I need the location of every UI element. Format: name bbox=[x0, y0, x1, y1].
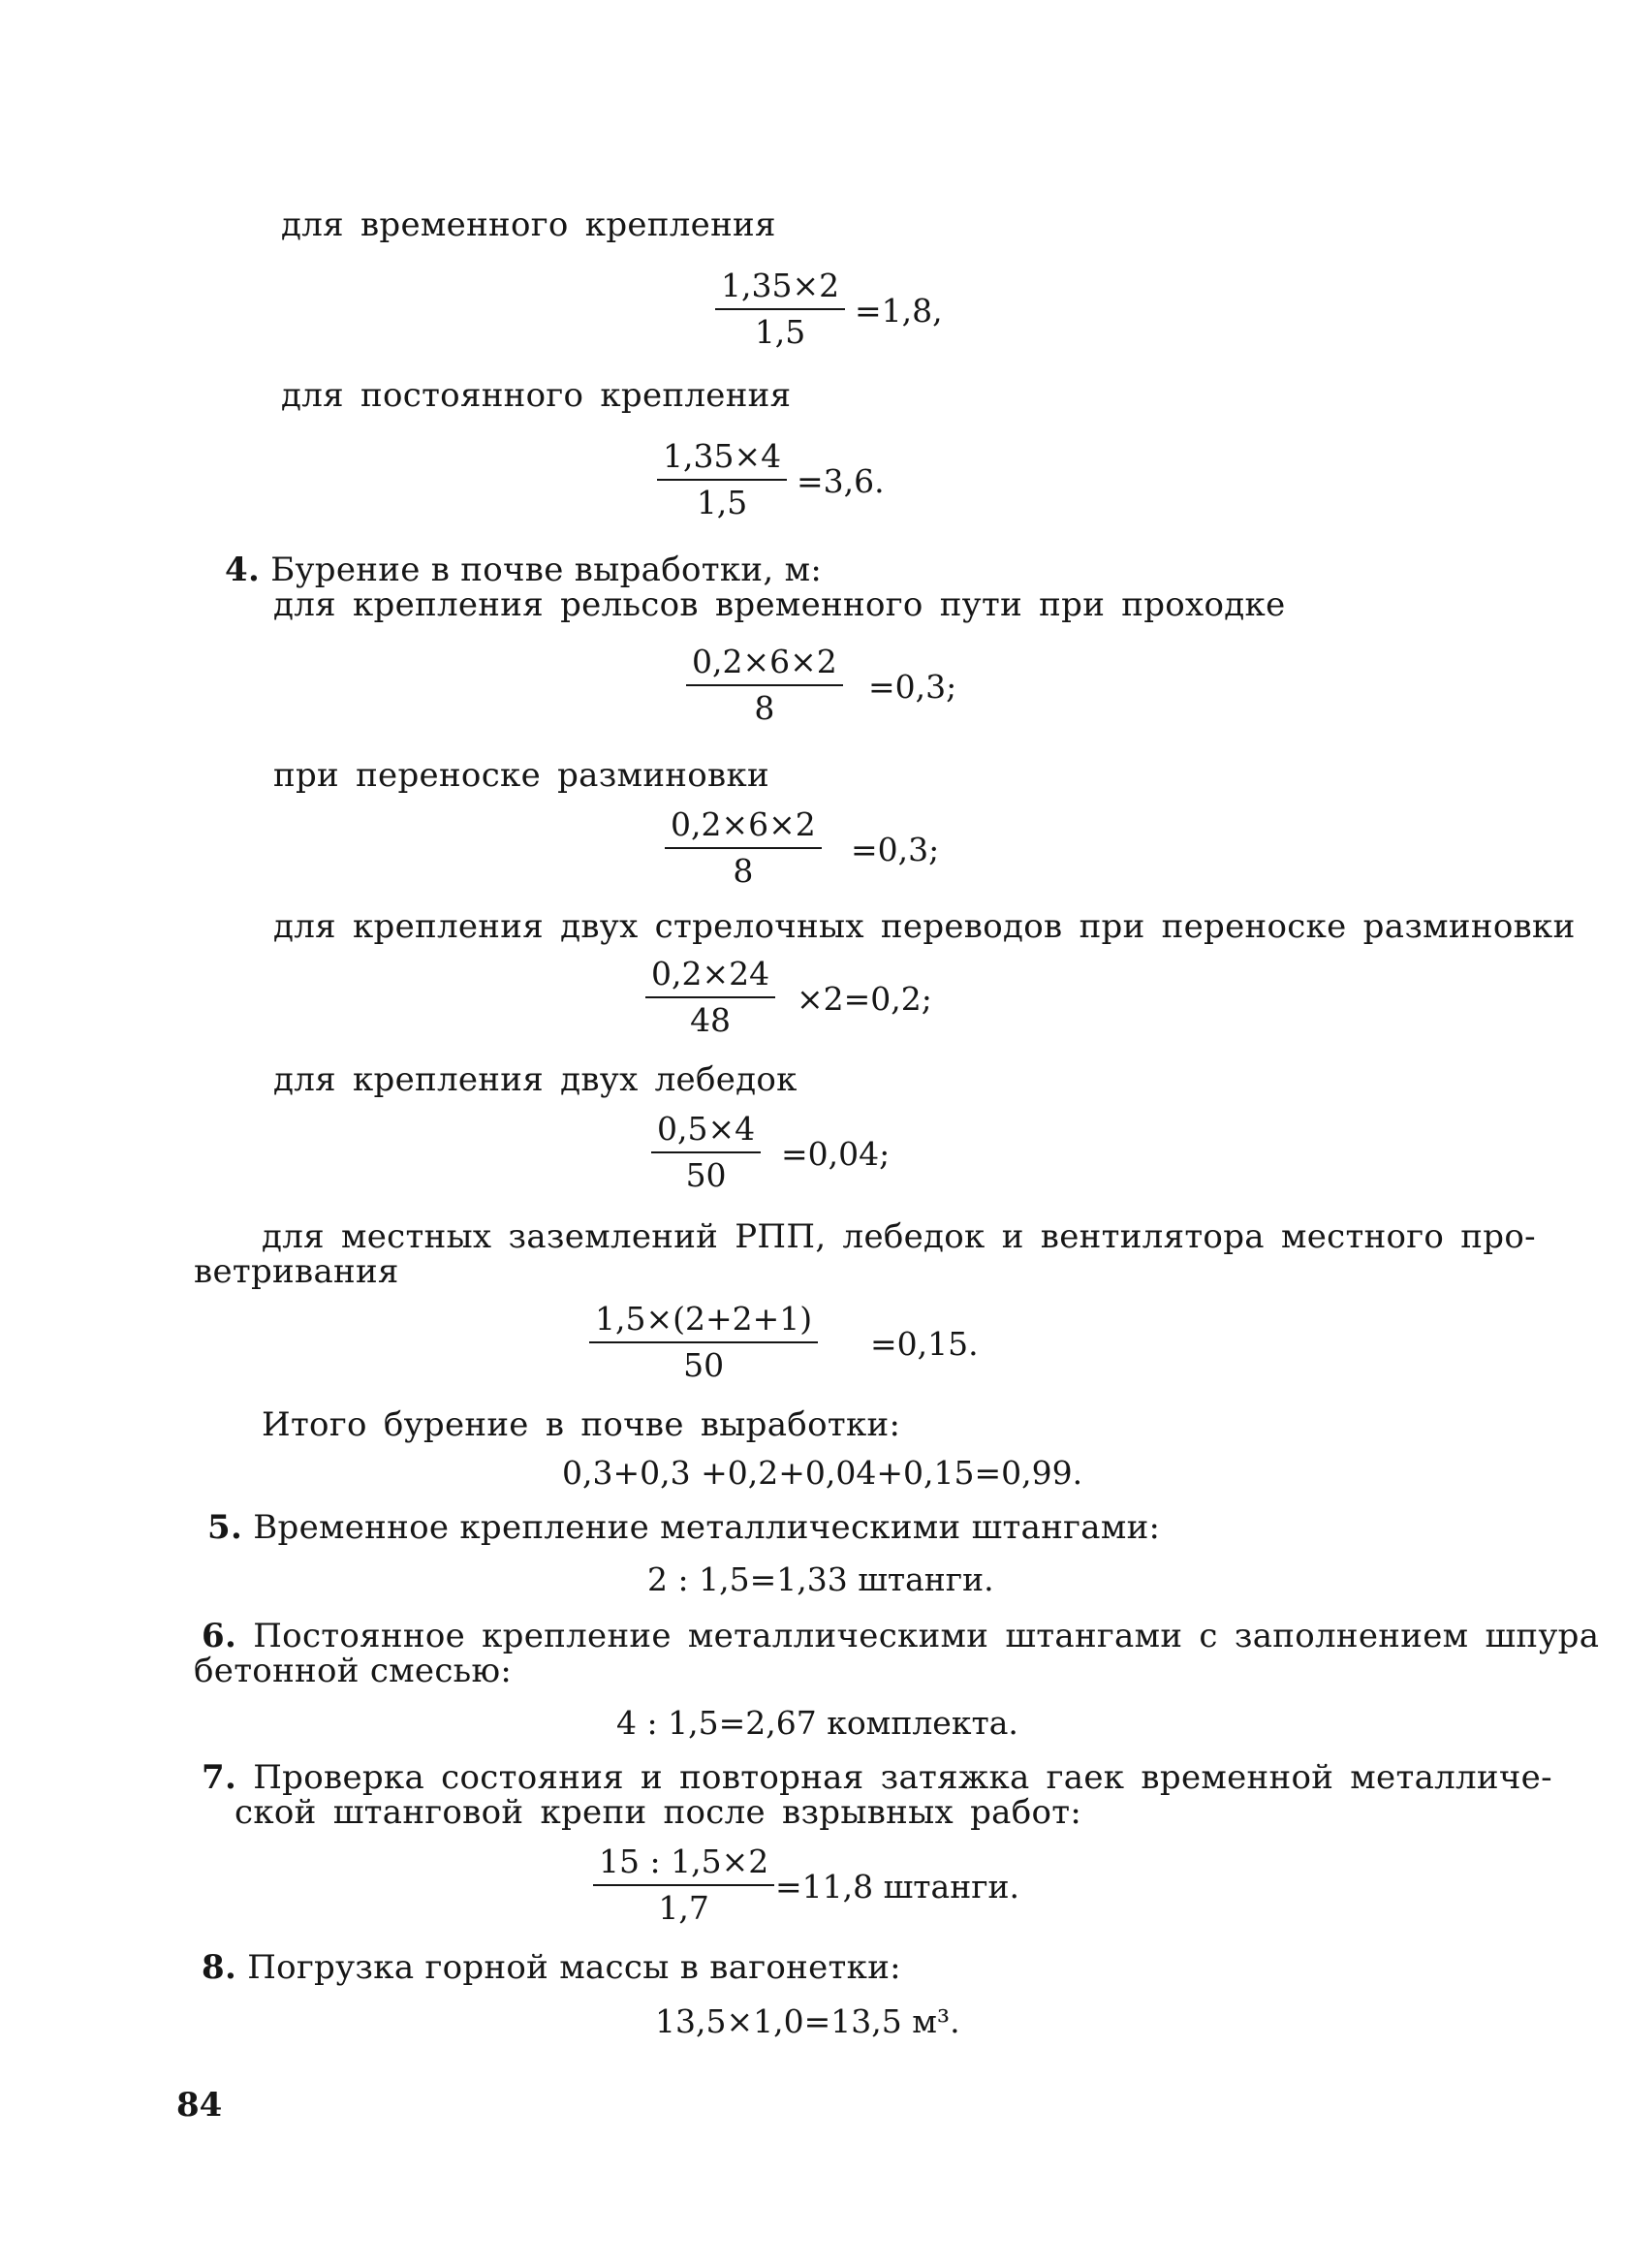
formula-crossing-relocation bbox=[665, 806, 822, 890]
numerator: 0,2×24 bbox=[645, 956, 775, 998]
formula-rails-fastening bbox=[686, 644, 843, 727]
formula-result: =1,8, bbox=[855, 292, 943, 330]
formula-result: =0,15. bbox=[870, 1325, 979, 1363]
denominator: 50 bbox=[685, 1156, 727, 1194]
denominator: 50 bbox=[683, 1346, 725, 1384]
numerator: 0,2×6×2 bbox=[686, 644, 843, 686]
page-number: 84 bbox=[176, 2086, 223, 2125]
formula-result: ×2=0,2; bbox=[797, 980, 932, 1018]
denominator: 48 bbox=[690, 1001, 732, 1039]
text-line-permanent-fastening: для постоянного крепления bbox=[281, 376, 792, 415]
item-8-heading bbox=[202, 1948, 901, 1987]
denominator: 8 bbox=[754, 689, 775, 727]
item-title: Погрузка горной массы в вагонетки: bbox=[247, 1948, 901, 1987]
item-number: 8. bbox=[202, 1948, 237, 1987]
formula-winches-fastening bbox=[651, 1111, 761, 1194]
text-line-crossing-relocation: при переноске разминовки bbox=[273, 756, 769, 795]
formula-switches-fastening bbox=[645, 956, 775, 1039]
denominator: 1,5 bbox=[754, 313, 806, 351]
formula-local-grounding bbox=[589, 1301, 818, 1384]
item-4-heading bbox=[225, 551, 822, 589]
item-title: Временное крепление металлическими штангами: bbox=[253, 1508, 1161, 1547]
text-line-temporary-fastening: для временного крепления bbox=[281, 205, 776, 244]
item-title: Проверка состояния и повторная затяжка гаек временной металличе- bbox=[253, 1758, 1552, 1797]
formula-result: =3,6. bbox=[797, 462, 885, 500]
numerator: 1,35×4 bbox=[657, 438, 787, 481]
numerator: 1,35×2 bbox=[715, 268, 845, 310]
equation-total-drilling: 0,3+0,3 +0,2+0,04+0,15=0,99. bbox=[562, 1454, 1083, 1492]
numerator: 0,2×6×2 bbox=[665, 806, 822, 849]
item-number: 6. bbox=[202, 1617, 237, 1655]
item-number: 5. bbox=[207, 1508, 243, 1547]
numerator: 15 : 1,5×2 bbox=[593, 1843, 774, 1886]
numerator: 0,5×4 bbox=[651, 1111, 761, 1153]
item-6-heading bbox=[202, 1617, 1599, 1655]
text-line-rails-fastening: для крепления рельсов временного пути при проходке bbox=[273, 585, 1286, 624]
text-line-concrete-mix: бетонной смесью: bbox=[194, 1652, 513, 1690]
formula-temporary-fastening bbox=[715, 268, 845, 351]
item-7-heading bbox=[202, 1758, 1552, 1797]
formula-result: =0,3; bbox=[868, 668, 957, 706]
formula-result: =11,8 штанги. bbox=[775, 1868, 1019, 1906]
item-number: 4. bbox=[225, 551, 261, 589]
text-line-ventilation: ветривания bbox=[194, 1252, 399, 1291]
numerator: 1,5×(2+2+1) bbox=[589, 1301, 818, 1343]
denominator: 1,7 bbox=[658, 1889, 709, 1927]
formula-result: =0,3; bbox=[851, 831, 940, 868]
equation-item-5: 2 : 1,5=1,33 штанги. bbox=[647, 1560, 994, 1598]
text-line-switches-fastening: для крепления двух стрелочных переводов при переноске разминовки bbox=[273, 907, 1576, 946]
text-line-winches-fastening: для крепления двух лебедок bbox=[273, 1060, 798, 1099]
formula-permanent-fastening bbox=[657, 438, 787, 521]
formula-result: =0,04; bbox=[781, 1135, 891, 1173]
equation-item-8: 13,5×1,0=13,5 м³. bbox=[655, 2002, 960, 2040]
item-title: Постоянное крепление металлическими штангами с заполнением шпура bbox=[253, 1617, 1600, 1655]
denominator: 1,5 bbox=[696, 484, 748, 521]
item-number: 7. bbox=[202, 1758, 237, 1797]
item-title: Бурение в почве выработки, м: bbox=[270, 551, 823, 589]
text-line-bolt-support: ской штанговой крепи после взрывных работ: bbox=[235, 1793, 1082, 1832]
item-5-heading bbox=[207, 1508, 1160, 1547]
equation-item-6: 4 : 1,5=2,67 комплекта. bbox=[616, 1704, 1018, 1742]
formula-item-7 bbox=[593, 1843, 774, 1927]
denominator: 8 bbox=[733, 852, 754, 890]
text-line-total-drilling: Итого бурение в почве выработки: bbox=[262, 1405, 901, 1444]
text-line-local-grounding: для местных заземлений РПП, лебедок и вентилятора местного про- bbox=[262, 1217, 1536, 1256]
